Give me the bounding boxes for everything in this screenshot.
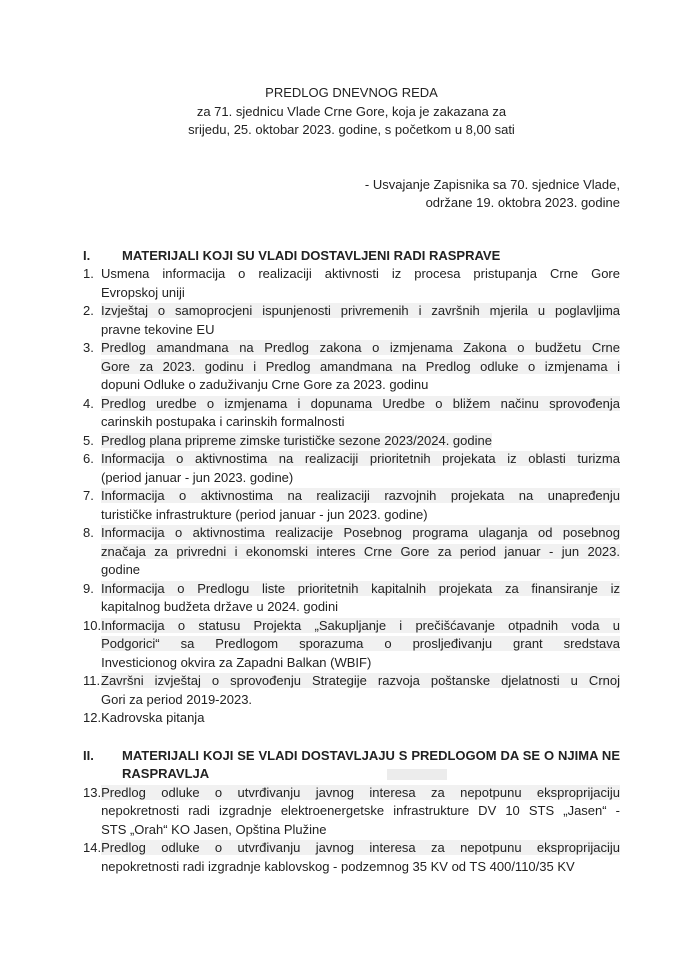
item-text bbox=[101, 709, 620, 728]
item-text bbox=[101, 395, 620, 432]
item-text-line bbox=[101, 432, 620, 451]
item-text-line bbox=[101, 617, 620, 636]
section-heading-line bbox=[122, 747, 620, 766]
agenda-item bbox=[83, 524, 620, 580]
item-text-line bbox=[101, 395, 620, 414]
item-text-content: Investicionog okvira za Zapadni Balkan (WBIF) bbox=[101, 654, 372, 670]
item-text-content: Predlog odluke o utvrđivanju javnog interesa za nepotpunu eksproprijaciju bbox=[101, 840, 620, 855]
item-text-line bbox=[101, 265, 620, 284]
item-text-line bbox=[101, 376, 620, 395]
item-text-line bbox=[101, 487, 620, 506]
item-text-content: Informacija o aktivnostima na realizaciji razvojnih projekata na unapređenju bbox=[101, 488, 620, 503]
item-text-line bbox=[101, 358, 620, 377]
item-text-content: dopuni Odluke o zaduživanju Crne Gore za 2023. godinu bbox=[101, 377, 429, 392]
item-text-content: godine bbox=[101, 562, 141, 577]
item-text-content: Završni izvještaj o sprovođenju Strategije razvoja poštanske djelatnosti u Crnoj bbox=[101, 673, 620, 688]
agenda-item bbox=[83, 450, 620, 487]
item-text-content: Usmena informacija o realizaciji aktivnosti iz procesa pristupanja Crne Gore bbox=[101, 266, 620, 281]
item-number: 10. bbox=[83, 617, 102, 633]
agenda-item bbox=[83, 709, 620, 728]
item-text-line bbox=[101, 784, 620, 803]
session-note bbox=[83, 176, 620, 213]
item-text-content: Izvještaj o samoprocjeni ispunjenosti privremenih i završnih mjerila u poglavljima bbox=[101, 303, 620, 318]
item-text-line bbox=[101, 543, 620, 562]
item-number: 2. bbox=[83, 303, 94, 318]
item-text bbox=[101, 339, 620, 395]
item-text-line bbox=[101, 321, 620, 340]
item-number: 8. bbox=[83, 525, 94, 540]
item-text-line bbox=[101, 413, 620, 432]
section-heading-text: MATERIJALI KOJI SU VLADI DOSTAVLJENI RADI RASPRAVE bbox=[122, 247, 501, 263]
item-text-line bbox=[101, 672, 620, 691]
item-text bbox=[101, 450, 620, 487]
section-heading-text: RASPRAVLJA bbox=[122, 766, 210, 781]
item-text bbox=[101, 432, 620, 451]
item-text-content: Gore za 2023. godinu i Predlog amandmana na Predlog odluke o izmjenama i bbox=[101, 358, 620, 374]
item-text-line bbox=[101, 839, 620, 858]
item-number: 5. bbox=[83, 432, 94, 448]
item-text-line bbox=[101, 524, 620, 543]
item-text bbox=[101, 839, 620, 876]
section-ii bbox=[83, 747, 620, 877]
item-text-content: pravne tekovine EU bbox=[101, 321, 215, 337]
agenda-item bbox=[83, 265, 620, 302]
agenda-title-line-text: srijedu, 25. oktobar 2023. godine, s početkom u 8,00 sati bbox=[188, 122, 515, 137]
item-text-content: značaja za privredni i ekonomski interes Crne Gore za period januar - jun 2023. bbox=[101, 543, 620, 559]
item-number: 9. bbox=[83, 580, 94, 596]
item-text-line bbox=[101, 598, 620, 617]
item-text bbox=[101, 302, 620, 339]
agenda-title-line-text: PREDLOG DNEVNOG REDA bbox=[265, 85, 438, 100]
item-text-line bbox=[101, 654, 620, 673]
item-number: 11. bbox=[83, 673, 101, 688]
item-text bbox=[101, 617, 620, 673]
item-text-line bbox=[101, 339, 620, 358]
section-heading-text: MATERIJALI KOJI SE VLADI DOSTAVLJAJU S PREDLOGOM DA SE O NJIMA NE bbox=[122, 747, 620, 763]
agenda-title-line bbox=[83, 84, 620, 103]
session-note-line-text: održane 19. oktobra 2023. godine bbox=[425, 195, 620, 210]
item-text-content: Predlog amandmana na Predlog zakona o izmjenama Zakona o budžetu Crne bbox=[101, 340, 620, 355]
agenda-item bbox=[83, 580, 620, 617]
item-number: 6. bbox=[83, 451, 94, 466]
agenda-sections bbox=[83, 247, 620, 877]
item-text-line bbox=[101, 450, 620, 469]
item-text-content: Predlog odluke o utvrđivanju javnog interesa za nepotpunu eksproprijaciju bbox=[101, 784, 620, 800]
item-text bbox=[101, 265, 620, 302]
item-text-content: STS „Orah“ KO Jasen, Opština Plužine bbox=[101, 821, 327, 837]
agenda-title bbox=[83, 84, 620, 140]
section-heading-line bbox=[122, 247, 620, 266]
item-text bbox=[101, 487, 620, 524]
item-number: 7. bbox=[83, 488, 94, 503]
section-numeral: II. bbox=[83, 747, 94, 763]
item-text-content: Podgorici“ sa Predlogom sporazuma o prosljeđivanju grant sredstava bbox=[101, 636, 620, 651]
section-heading bbox=[122, 747, 620, 784]
item-text-content: (period januar - jun 2023. godine) bbox=[101, 469, 294, 485]
item-text-line bbox=[101, 821, 620, 840]
session-note-line bbox=[83, 176, 620, 195]
item-text-content: Gori za period 2019-2023. bbox=[101, 691, 253, 707]
item-text-content: turističke infrastrukture (period januar - jun 2023. godine) bbox=[101, 506, 428, 522]
item-text-line bbox=[101, 635, 620, 654]
item-text bbox=[101, 784, 620, 840]
highlight-artifact bbox=[387, 769, 447, 780]
item-number: 14. bbox=[83, 840, 102, 855]
item-text-content: Informacija o aktivnostima realizacije Posebnog programa ulaganja od posebnog bbox=[101, 525, 620, 540]
item-number: 4. bbox=[83, 395, 94, 411]
agenda-item bbox=[83, 784, 620, 840]
item-number: 13. bbox=[83, 784, 102, 800]
agenda-item bbox=[83, 487, 620, 524]
session-note-line-text: - Usvajanje Zapisnika sa 70. sjednice Vlade, bbox=[364, 176, 620, 192]
item-text-content: kapitalnog budžeta države u 2024. godini bbox=[101, 599, 339, 614]
item-number: 1. bbox=[83, 266, 94, 281]
section-heading bbox=[122, 247, 620, 266]
item-text-content: Informacija o Predlogu liste prioritetnih kapitalnih projekata za finansiranje iz bbox=[101, 580, 620, 596]
item-text-content: Evropskoj uniji bbox=[101, 284, 185, 300]
item-text-line bbox=[101, 580, 620, 599]
agenda-item bbox=[83, 395, 620, 432]
item-text-content: nepokretnosti radi izgradnje elektroenergetske infrastrukture DV 10 STS „Jasen“ - bbox=[101, 803, 620, 818]
item-text-line bbox=[101, 561, 620, 580]
item-text-content: Predlog plana pripreme zimske turističke sezone 2023/2024. godine bbox=[101, 432, 492, 448]
item-number: 12. bbox=[83, 710, 102, 725]
item-text-line bbox=[101, 709, 620, 728]
item-text-content: Predlog uredbe o izmjenama i dopunama Uredbe o bližem načinu sprovođenja bbox=[101, 395, 620, 411]
agenda-item bbox=[83, 672, 620, 709]
item-text-line bbox=[101, 302, 620, 321]
section-heading-row bbox=[83, 747, 620, 784]
section-i bbox=[83, 247, 620, 728]
item-text-line bbox=[101, 284, 620, 303]
agenda-title-line bbox=[83, 121, 620, 140]
agenda-item bbox=[83, 432, 620, 451]
item-text-content: Kadrovska pitanja bbox=[101, 710, 205, 725]
agenda-title-line bbox=[83, 103, 620, 122]
item-text-content: Informacija o statusu Projekta „Sakupljanje i prečišćavanje otpadnih voda u bbox=[101, 617, 620, 633]
item-text-content: Informacija o aktivnostima na realizaciji prioritetnih projekata iz oblasti turizma bbox=[101, 451, 620, 466]
item-text bbox=[101, 672, 620, 709]
item-text-content: nepokretnosti radi izgradnje kablovskog - podzemnog 35 KV od TS 400/110/35 KV bbox=[101, 858, 575, 874]
agenda-item bbox=[83, 839, 620, 876]
item-number: 3. bbox=[83, 340, 94, 355]
item-text-line bbox=[101, 469, 620, 488]
section-heading-line bbox=[122, 765, 620, 784]
item-text bbox=[101, 524, 620, 580]
agenda-item bbox=[83, 339, 620, 395]
item-text-line bbox=[101, 691, 620, 710]
agenda-item bbox=[83, 617, 620, 673]
item-text-line bbox=[101, 802, 620, 821]
agenda-title-line-text: za 71. sjednicu Vlade Crne Gore, koja je zakazana za bbox=[196, 103, 507, 119]
agenda-item bbox=[83, 302, 620, 339]
section-heading-row bbox=[83, 247, 620, 266]
section-numeral: I. bbox=[83, 247, 91, 263]
item-text-content: carinskih postupaka i carinskih formalnosti bbox=[101, 414, 345, 429]
item-text bbox=[101, 580, 620, 617]
item-text-line bbox=[101, 858, 620, 877]
item-text-line bbox=[101, 506, 620, 525]
session-note-line bbox=[83, 194, 620, 213]
